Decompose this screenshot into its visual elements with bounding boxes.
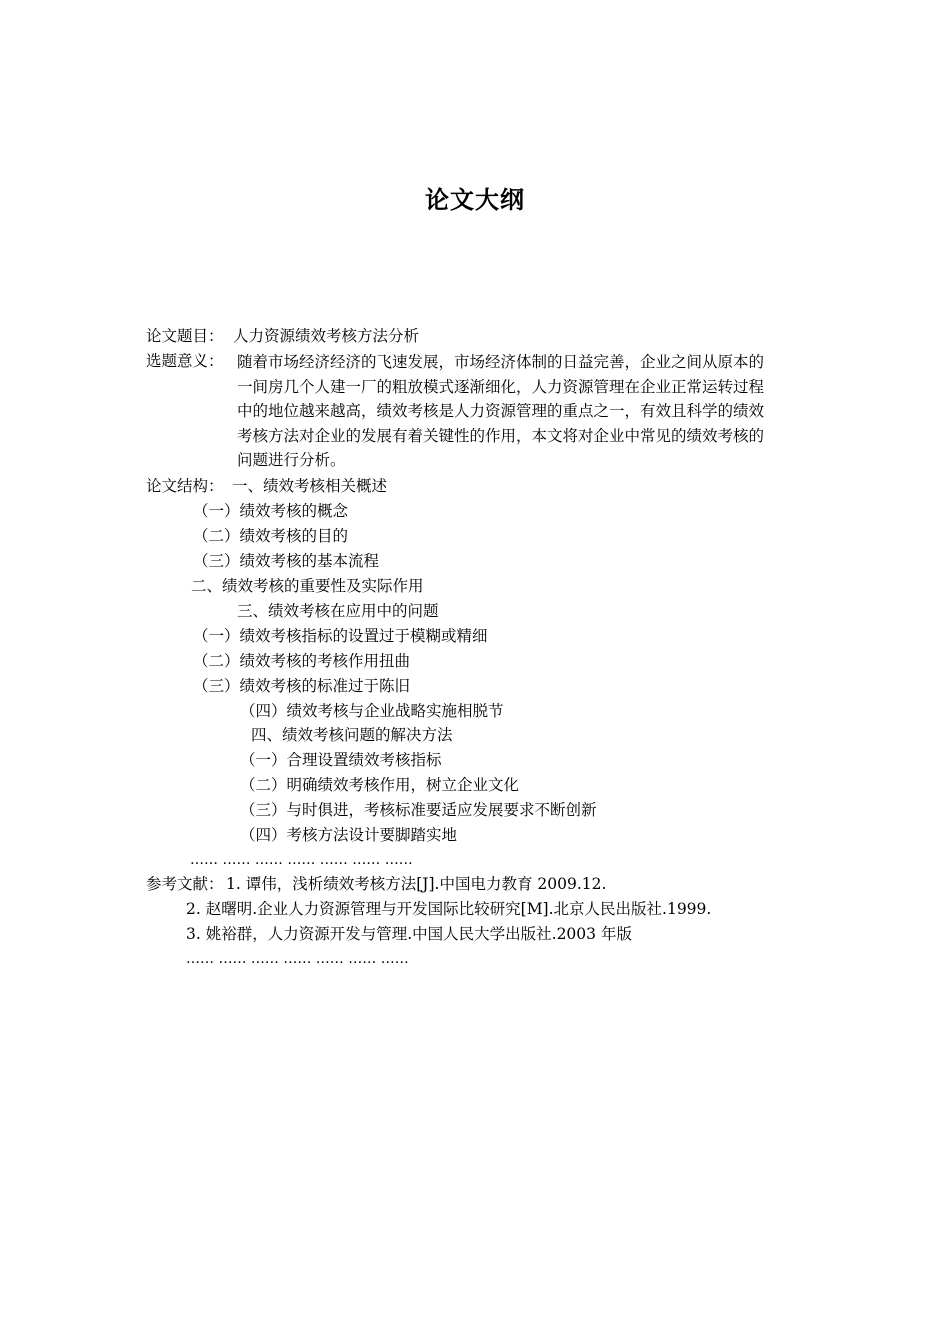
outline-item: （二）明确绩效考核作用，树立企业文化: [240, 776, 520, 794]
outline-item: （一）合理设置绩效考核指标: [240, 751, 442, 769]
significance-line: 中的地位越来越高，绩效考核是人力资源管理的重点之一，有效且科学的绩效: [237, 402, 765, 421]
outline-item: （四）考核方法设计要脚踏实地: [240, 826, 458, 844]
outline-item: （三）绩效考核的标准过于陈旧: [193, 677, 411, 695]
outline-item: 四、绩效考核问题的解决方法: [251, 726, 453, 744]
topic-label: 论文题目：: [146, 327, 224, 345]
outline-item: 二、绩效考核的重要性及实际作用: [191, 577, 424, 595]
outline-item: （一）绩效考核的概念: [193, 502, 349, 520]
references-label: 参考文献：: [146, 875, 224, 893]
significance-paragraph: [237, 350, 809, 473]
reference-item: 1. 谭伟，浅析绩效考核方法[J].中国电力教育 2009.12.: [226, 875, 607, 893]
references-ellipsis: …… …… …… …… …… …… ……: [186, 951, 409, 967]
significance-line: 一间房几个人建一厂的粗放模式逐渐细化，人力资源管理在企业正常运转过程: [237, 377, 765, 396]
significance-line: 随着市场经济经济的飞速发展，市场经济体制的日益完善，企业之间从原本的: [237, 353, 765, 371]
significance-label: 选题意义：: [146, 352, 224, 370]
reference-item: 2. 赵曙明.企业人力资源管理与开发国际比较研究[M].北京人民出版社.1999.: [186, 900, 712, 918]
outline-item: （四）绩效考核与企业战略实施相脱节: [240, 702, 504, 720]
outline-item: （三）与时俱进，考核标准要适应发展要求不断创新: [240, 801, 597, 819]
significance-line: 考核方法对企业的发展有着关键性的作用，本文将对企业中常见的绩效考核的: [237, 426, 765, 445]
outline-item: 一、绩效考核相关概述: [232, 477, 388, 495]
outline-ellipsis: …… …… …… …… …… …… ……: [190, 852, 413, 868]
reference-item: 3. 姚裕群，人力资源开发与管理.中国人民大学出版社.2003 年版: [186, 925, 632, 943]
outline-item: （一）绩效考核指标的设置过于模糊或精细: [193, 627, 488, 645]
topic-value: 人力资源绩效考核方法分析: [233, 327, 420, 345]
significance-line: 问题进行分析。: [237, 451, 346, 470]
outline-item: 三、绩效考核在应用中的问题: [237, 602, 439, 620]
outline-item: （三）绩效考核的基本流程: [193, 552, 380, 570]
structure-label: 论文结构：: [146, 477, 224, 495]
page-title: 论文大纲: [425, 186, 525, 214]
outline-item: （二）绩效考核的目的: [193, 527, 349, 545]
outline-item: （二）绩效考核的考核作用扭曲: [193, 652, 411, 670]
